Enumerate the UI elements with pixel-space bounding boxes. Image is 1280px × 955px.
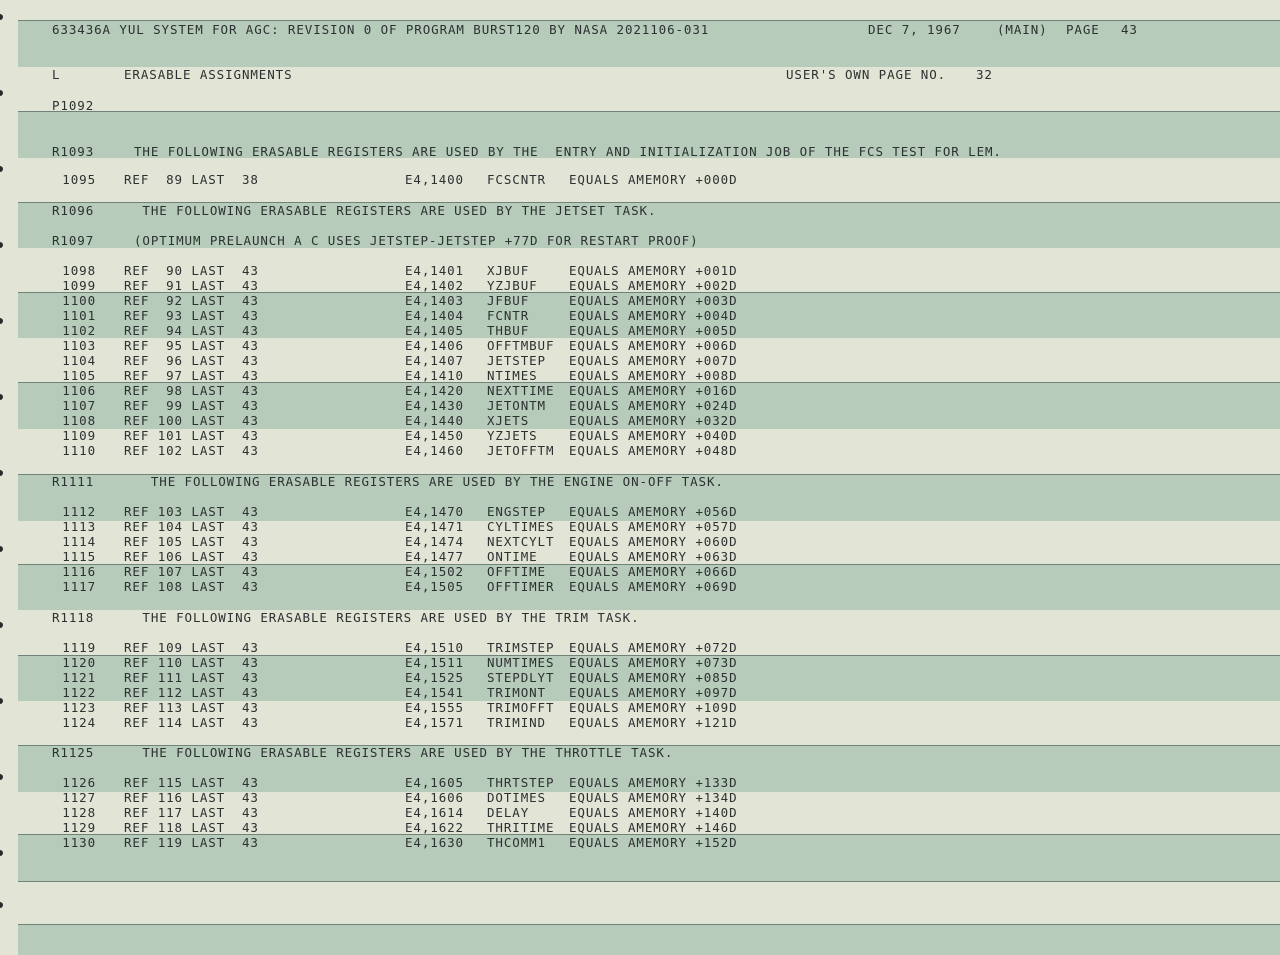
- listing-reference: REF 109 LAST 43: [124, 640, 259, 655]
- listing-reference: REF 107 LAST 43: [124, 564, 259, 579]
- listing-operation: EQUALS AMEMORY +057D: [569, 519, 738, 534]
- listing-line-number: 1102: [62, 323, 96, 338]
- listing-address: E4,1510: [405, 640, 464, 655]
- listing-symbol: TRIMONT: [487, 685, 546, 700]
- remark-line-number: P1092: [52, 98, 95, 113]
- remark-line-number: R1096: [52, 203, 95, 218]
- listing-symbol: OFFTIMER: [487, 579, 555, 594]
- listing-symbol: TRIMIND: [487, 715, 546, 730]
- listing-operation: EQUALS AMEMORY +000D: [569, 172, 738, 187]
- listing-line-number: 1121: [62, 670, 96, 685]
- listing-reference: REF 100 LAST 43: [124, 413, 259, 428]
- listing-operation: EQUALS AMEMORY +060D: [569, 534, 738, 549]
- listing-line-number: 1112: [62, 504, 96, 519]
- listing-address: E4,1410: [405, 368, 464, 383]
- listing-symbol: THRTSTEP: [487, 775, 555, 790]
- listing-symbol: FCSCNTR: [487, 172, 546, 187]
- listing-operation: EQUALS AMEMORY +008D: [569, 368, 738, 383]
- header-title: 633436A YUL SYSTEM FOR AGC: REVISION 0 OF PROGRAM BURST120 BY NASA 2021106-031: [52, 22, 710, 37]
- listing-reference: REF 118 LAST 43: [124, 820, 259, 835]
- listing-reference: REF 99 LAST 43: [124, 398, 259, 413]
- listing-reference: REF 111 LAST 43: [124, 670, 259, 685]
- listing-address: E4,1402: [405, 278, 464, 293]
- listing-symbol: ONTIME: [487, 549, 538, 564]
- listing-line-number: 1130: [62, 835, 96, 850]
- listing-reference: REF 112 LAST 43: [124, 685, 259, 700]
- listing-address: E4,1407: [405, 353, 464, 368]
- listing-symbol: DOTIMES: [487, 790, 546, 805]
- listing-symbol: OFFTMBUF: [487, 338, 555, 353]
- remark-line-number: R1097: [52, 233, 95, 248]
- listing-symbol: FCNTR: [487, 308, 530, 323]
- listing-symbol: NUMTIMES: [487, 655, 555, 670]
- listing-address: E4,1571: [405, 715, 464, 730]
- listing-operation: EQUALS AMEMORY +085D: [569, 670, 738, 685]
- listing-symbol: OFFTIME: [487, 564, 546, 579]
- listing-operation: EQUALS AMEMORY +040D: [569, 428, 738, 443]
- listing-address: E4,1622: [405, 820, 464, 835]
- listing-reference: REF 95 LAST 43: [124, 338, 259, 353]
- header-page-label: PAGE: [1066, 22, 1100, 37]
- listing-reference: REF 103 LAST 43: [124, 504, 259, 519]
- remark-text: THE FOLLOWING ERASABLE REGISTERS ARE USED BY THE TRIM TASK.: [134, 610, 640, 625]
- listing-operation: EQUALS AMEMORY +121D: [569, 715, 738, 730]
- listing-symbol: NEXTCYLT: [487, 534, 555, 549]
- listing-line-number: 1108: [62, 413, 96, 428]
- listing-line-number: 1116: [62, 564, 96, 579]
- listing-line-number: 1104: [62, 353, 96, 368]
- listing-operation: EQUALS AMEMORY +152D: [569, 835, 738, 850]
- listing-address: E4,1470: [405, 504, 464, 519]
- listing-reference: REF 119 LAST 43: [124, 835, 259, 850]
- listing-reference: REF 113 LAST 43: [124, 700, 259, 715]
- remark-text: (OPTIMUM PRELAUNCH A C USES JETSTEP-JETSTEP +77D FOR RESTART PROOF): [134, 233, 699, 248]
- listing-address: E4,1400: [405, 172, 464, 187]
- listing-reference: REF 104 LAST 43: [124, 519, 259, 534]
- listing-operation: EQUALS AMEMORY +140D: [569, 805, 738, 820]
- remark-text: THE FOLLOWING ERASABLE REGISTERS ARE USED BY THE ENTRY AND INITIALIZATION JOB OF THE FCS TEST FOR LEM.: [134, 144, 1002, 159]
- listing-address: E4,1511: [405, 655, 464, 670]
- listing-line-number: 1124: [62, 715, 96, 730]
- listing-address: E4,1471: [405, 519, 464, 534]
- listing-reference: REF 89 LAST 38: [124, 172, 259, 187]
- listing-address: E4,1430: [405, 398, 464, 413]
- listing-reference: REF 94 LAST 43: [124, 323, 259, 338]
- listing-symbol: JETOFFTM: [487, 443, 555, 458]
- listing-operation: EQUALS AMEMORY +048D: [569, 443, 738, 458]
- listing-line-number: 1119: [62, 640, 96, 655]
- listing-operation: EQUALS AMEMORY +069D: [569, 579, 738, 594]
- listing-operation: EQUALS AMEMORY +063D: [569, 549, 738, 564]
- listing-line-number: 1099: [62, 278, 96, 293]
- listing-line-number: 1095: [62, 172, 96, 187]
- listing-symbol: NTIMES: [487, 368, 538, 383]
- listing-reference: REF 110 LAST 43: [124, 655, 259, 670]
- listing-symbol: STEPDLYT: [487, 670, 555, 685]
- header-section: (MAIN): [997, 22, 1048, 37]
- listing-line-number: 1122: [62, 685, 96, 700]
- listing-symbol: XJETS: [487, 413, 530, 428]
- remark-line-number: R1093: [52, 144, 95, 159]
- log-code: L: [52, 67, 61, 82]
- listing-operation: EQUALS AMEMORY +003D: [569, 293, 738, 308]
- listing-line-number: 1107: [62, 398, 96, 413]
- listing-symbol: THBUF: [487, 323, 530, 338]
- listing-address: E4,1502: [405, 564, 464, 579]
- subheader-title: ERASABLE ASSIGNMENTS: [124, 67, 293, 82]
- listing-operation: EQUALS AMEMORY +066D: [569, 564, 738, 579]
- header-date: DEC 7, 1967: [868, 22, 961, 37]
- listing-symbol: JFBUF: [487, 293, 530, 308]
- listing-address: E4,1505: [405, 579, 464, 594]
- listing-address: E4,1420: [405, 383, 464, 398]
- listing-reference: REF 90 LAST 43: [124, 263, 259, 278]
- listing-symbol: YZJBUF: [487, 278, 538, 293]
- listing-line-number: 1128: [62, 805, 96, 820]
- listing-reference: REF 105 LAST 43: [124, 534, 259, 549]
- listing-reference: REF 98 LAST 43: [124, 383, 259, 398]
- listing-line-number: 1117: [62, 579, 96, 594]
- listing-line-number: 1106: [62, 383, 96, 398]
- listing-symbol: TRIMSTEP: [487, 640, 555, 655]
- listing-reference: REF 97 LAST 43: [124, 368, 259, 383]
- listing-reference: REF 106 LAST 43: [124, 549, 259, 564]
- listing-address: E4,1525: [405, 670, 464, 685]
- listing-reference: REF 114 LAST 43: [124, 715, 259, 730]
- listing-symbol: THCOMM1: [487, 835, 546, 850]
- remark-text: THE FOLLOWING ERASABLE REGISTERS ARE USED BY THE ENGINE ON-OFF TASK.: [134, 474, 724, 489]
- listing-line-number: 1109: [62, 428, 96, 443]
- listing-operation: EQUALS AMEMORY +001D: [569, 263, 738, 278]
- listing-line-number: 1114: [62, 534, 96, 549]
- remark-text: THE FOLLOWING ERASABLE REGISTERS ARE USED BY THE THROTTLE TASK.: [134, 745, 674, 760]
- listing-line-number: 1127: [62, 790, 96, 805]
- listing-line-number: 1123: [62, 700, 96, 715]
- listing-operation: EQUALS AMEMORY +134D: [569, 790, 738, 805]
- listing-operation: EQUALS AMEMORY +024D: [569, 398, 738, 413]
- listing-line-number: 1129: [62, 820, 96, 835]
- listing-address: E4,1406: [405, 338, 464, 353]
- listing-address: E4,1605: [405, 775, 464, 790]
- remark-line-number: R1125: [52, 745, 95, 760]
- listing-line-number: 1126: [62, 775, 96, 790]
- listing-line-number: 1105: [62, 368, 96, 383]
- listing-reference: REF 108 LAST 43: [124, 579, 259, 594]
- listing-reference: REF 91 LAST 43: [124, 278, 259, 293]
- listing-symbol: JETONTM: [487, 398, 546, 413]
- remark-text: THE FOLLOWING ERASABLE REGISTERS ARE USED BY THE JETSET TASK.: [134, 203, 657, 218]
- listing-symbol: YZJETS: [487, 428, 538, 443]
- listing-operation: EQUALS AMEMORY +032D: [569, 413, 738, 428]
- listing-reference: REF 102 LAST 43: [124, 443, 259, 458]
- listing-operation: EQUALS AMEMORY +133D: [569, 775, 738, 790]
- listing-operation: EQUALS AMEMORY +109D: [569, 700, 738, 715]
- listing-symbol: TRIMOFFT: [487, 700, 555, 715]
- listing-operation: EQUALS AMEMORY +073D: [569, 655, 738, 670]
- listing-operation: EQUALS AMEMORY +016D: [569, 383, 738, 398]
- listing-line-number: 1103: [62, 338, 96, 353]
- listing-operation: EQUALS AMEMORY +007D: [569, 353, 738, 368]
- listing-address: E4,1614: [405, 805, 464, 820]
- remark-line-number: R1111: [52, 474, 95, 489]
- listing-symbol: ENGSTEP: [487, 504, 546, 519]
- header-page-number: 43: [1121, 22, 1138, 37]
- listing-operation: EQUALS AMEMORY +056D: [569, 504, 738, 519]
- listing-reference: REF 117 LAST 43: [124, 805, 259, 820]
- listing-reference: REF 101 LAST 43: [124, 428, 259, 443]
- listing-line-number: 1101: [62, 308, 96, 323]
- listing-line-number: 1110: [62, 443, 96, 458]
- listing-line-number: 1098: [62, 263, 96, 278]
- remark-line-number: R1118: [52, 610, 95, 625]
- listing-operation: EQUALS AMEMORY +097D: [569, 685, 738, 700]
- listing-address: E4,1450: [405, 428, 464, 443]
- listing-symbol: JETSTEP: [487, 353, 546, 368]
- listing-symbol: NEXTTIME: [487, 383, 555, 398]
- listing-address: E4,1474: [405, 534, 464, 549]
- listing-address: E4,1541: [405, 685, 464, 700]
- listing-reference: REF 92 LAST 43: [124, 293, 259, 308]
- listing-address: E4,1401: [405, 263, 464, 278]
- listing-address: E4,1405: [405, 323, 464, 338]
- listing-address: E4,1555: [405, 700, 464, 715]
- listing-symbol: CYLTIMES: [487, 519, 555, 534]
- listing-operation: EQUALS AMEMORY +146D: [569, 820, 738, 835]
- listing-line-number: 1100: [62, 293, 96, 308]
- listing-reference: REF 96 LAST 43: [124, 353, 259, 368]
- listing-reference: REF 93 LAST 43: [124, 308, 259, 323]
- listing-reference: REF 115 LAST 43: [124, 775, 259, 790]
- user-page-number: 32: [976, 67, 993, 82]
- listing-address: E4,1477: [405, 549, 464, 564]
- listing-reference: REF 116 LAST 43: [124, 790, 259, 805]
- listing-symbol: XJBUF: [487, 263, 530, 278]
- listing-address: E4,1403: [405, 293, 464, 308]
- listing-operation: EQUALS AMEMORY +004D: [569, 308, 738, 323]
- listing-address: E4,1404: [405, 308, 464, 323]
- listing-line-number: 1113: [62, 519, 96, 534]
- listing-operation: EQUALS AMEMORY +005D: [569, 323, 738, 338]
- listing-symbol: THRITIME: [487, 820, 555, 835]
- listing-symbol: DELAY: [487, 805, 530, 820]
- user-page-label: USER'S OWN PAGE NO.: [786, 67, 947, 82]
- listing-line-number: 1120: [62, 655, 96, 670]
- listing-address: E4,1460: [405, 443, 464, 458]
- listing-address: E4,1606: [405, 790, 464, 805]
- listing-operation: EQUALS AMEMORY +006D: [569, 338, 738, 353]
- listing-address: E4,1440: [405, 413, 464, 428]
- listing-operation: EQUALS AMEMORY +072D: [569, 640, 738, 655]
- listing-operation: EQUALS AMEMORY +002D: [569, 278, 738, 293]
- listing-address: E4,1630: [405, 835, 464, 850]
- listing-line-number: 1115: [62, 549, 96, 564]
